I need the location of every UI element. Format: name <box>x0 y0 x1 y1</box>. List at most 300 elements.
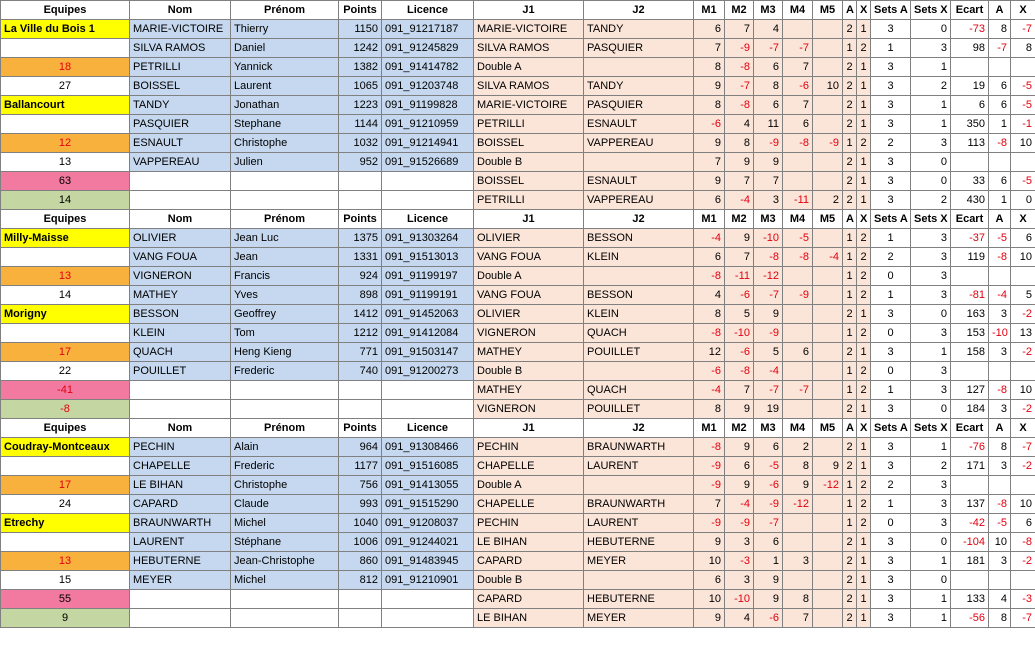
ecart-a-cell: -5 <box>989 229 1011 248</box>
x-cell: 1 <box>857 552 871 571</box>
sets-a-cell: 3 <box>871 305 911 324</box>
sets-x-cell: 0 <box>911 153 951 172</box>
m3-cell: -8 <box>754 248 783 267</box>
sets-x-cell: 0 <box>911 571 951 590</box>
m4-cell: 7 <box>783 58 813 77</box>
header-m1-col: M1 <box>694 1 725 20</box>
j1-cell: Double B <box>474 362 584 381</box>
sets-x-cell: 3 <box>911 476 951 495</box>
header-j1-col: J1 <box>474 1 584 20</box>
prenom-cell: Yves <box>231 286 339 305</box>
sets-x-cell: 3 <box>911 495 951 514</box>
table-row <box>1 495 1035 514</box>
licence-cell: 091_91214941 <box>382 134 474 153</box>
table-row <box>1 267 1035 286</box>
header-prenom-col: Prénom <box>231 1 339 20</box>
licence-cell: 091_91513013 <box>382 248 474 267</box>
ecart-a-cell: 6 <box>989 96 1011 115</box>
m4-cell: -12 <box>783 495 813 514</box>
m4-cell: 8 <box>783 590 813 609</box>
ecart-cell: 181 <box>951 552 989 571</box>
m5-cell <box>813 229 843 248</box>
sets-x-cell: 3 <box>911 248 951 267</box>
x-cell: 1 <box>857 305 871 324</box>
j1-cell: MATHEY <box>474 381 584 400</box>
ecart-a-cell: -10 <box>989 324 1011 343</box>
sets-x-cell: 3 <box>911 229 951 248</box>
points-cell: 860 <box>339 552 382 571</box>
j1-cell: CHAPELLE <box>474 495 584 514</box>
team-cell: 22 <box>1 362 130 381</box>
header-a-col: A <box>843 419 857 438</box>
ecart-a-cell <box>989 58 1011 77</box>
j1-cell: OLIVIER <box>474 305 584 324</box>
m5-cell <box>813 286 843 305</box>
x-cell: 2 <box>857 134 871 153</box>
m2-cell: 9 <box>725 229 754 248</box>
ecart-cell: -104 <box>951 533 989 552</box>
ecart-cell: 158 <box>951 343 989 362</box>
header-ecart-col: Ecart <box>951 210 989 229</box>
a-cell: 1 <box>843 324 857 343</box>
m2-cell: 4 <box>725 609 754 628</box>
prenom-cell: Tom <box>231 324 339 343</box>
table-row <box>1 571 1035 590</box>
ecart-x-cell: 0 <box>1011 191 1035 210</box>
prenom-cell: Michel <box>231 571 339 590</box>
m4-cell: -6 <box>783 77 813 96</box>
j2-cell: LAURENT <box>584 457 694 476</box>
team-cell: Etrechy <box>1 514 130 533</box>
sets-a-cell: 3 <box>871 77 911 96</box>
ecart-a-cell <box>989 476 1011 495</box>
m4-cell: 7 <box>783 609 813 628</box>
m1-cell: -9 <box>694 514 725 533</box>
m5-cell <box>813 115 843 134</box>
sets-x-cell: 2 <box>911 457 951 476</box>
m2-cell: -10 <box>725 324 754 343</box>
m3-cell: -12 <box>754 267 783 286</box>
x-cell: 2 <box>857 286 871 305</box>
licence-cell: 091_91452063 <box>382 305 474 324</box>
a-cell: 2 <box>843 590 857 609</box>
team-cell: 17 <box>1 343 130 362</box>
nom-cell: BOISSEL <box>130 77 231 96</box>
sets-x-cell: 0 <box>911 20 951 39</box>
team-cell <box>1 324 130 343</box>
licence-cell: 091_91217187 <box>382 20 474 39</box>
m2-cell: -7 <box>725 77 754 96</box>
m4-cell <box>783 267 813 286</box>
prenom-cell: Heng Kieng <box>231 343 339 362</box>
sets-x-cell: 1 <box>911 96 951 115</box>
m2-cell: -3 <box>725 552 754 571</box>
table-row <box>1 476 1035 495</box>
ecart-x-cell: 10 <box>1011 134 1035 153</box>
a-cell: 2 <box>843 58 857 77</box>
team-cell: 27 <box>1 77 130 96</box>
m5-cell <box>813 153 843 172</box>
team-cell: 13 <box>1 153 130 172</box>
m1-cell: -6 <box>694 115 725 134</box>
header-m5-col: M5 <box>813 1 843 20</box>
prenom-cell: Yannick <box>231 58 339 77</box>
licence-cell: 091_91199191 <box>382 286 474 305</box>
m4-cell: -8 <box>783 248 813 267</box>
m1-cell: -4 <box>694 381 725 400</box>
j1-cell: CAPARD <box>474 590 584 609</box>
ecart-a-cell: 8 <box>989 438 1011 457</box>
ecart-x-cell: 6 <box>1011 514 1035 533</box>
table-row <box>1 58 1035 77</box>
j2-cell: BRAUNWARTH <box>584 495 694 514</box>
m3-cell: -6 <box>754 609 783 628</box>
m4-cell: 6 <box>783 115 813 134</box>
x-cell: 1 <box>857 457 871 476</box>
m2-cell: 7 <box>725 172 754 191</box>
header-nom-col: Nom <box>130 210 231 229</box>
j1-cell: PETRILLI <box>474 115 584 134</box>
header-sets-a-col: Sets A <box>871 419 911 438</box>
m3-cell: 4 <box>754 20 783 39</box>
points-cell <box>339 609 382 628</box>
header-a-col: A <box>843 1 857 20</box>
table-row <box>1 381 1035 400</box>
licence-cell: 091_91414782 <box>382 58 474 77</box>
prenom-cell: Daniel <box>231 39 339 58</box>
licence-cell: 091_91483945 <box>382 552 474 571</box>
j2-cell <box>584 153 694 172</box>
j2-cell <box>584 362 694 381</box>
m4-cell: -9 <box>783 286 813 305</box>
m2-cell: -8 <box>725 362 754 381</box>
prenom-cell <box>231 191 339 210</box>
j1-cell: Double A <box>474 476 584 495</box>
m5-cell <box>813 495 843 514</box>
table-row <box>1 438 1035 457</box>
ecart-a-cell: 1 <box>989 115 1011 134</box>
sets-a-cell: 3 <box>871 96 911 115</box>
x-cell: 1 <box>857 609 871 628</box>
nom-cell: MATHEY <box>130 286 231 305</box>
team-cell <box>1 533 130 552</box>
m3-cell: -4 <box>754 362 783 381</box>
x-cell: 2 <box>857 267 871 286</box>
sets-x-cell: 3 <box>911 514 951 533</box>
sets-x-cell: 0 <box>911 172 951 191</box>
team-cell: 17 <box>1 476 130 495</box>
j2-cell: TANDY <box>584 77 694 96</box>
m2-cell: 9 <box>725 400 754 419</box>
prenom-cell <box>231 381 339 400</box>
x-cell: 2 <box>857 248 871 267</box>
sets-a-cell: 0 <box>871 324 911 343</box>
j1-cell: BOISSEL <box>474 134 584 153</box>
m4-cell: 6 <box>783 343 813 362</box>
licence-cell: 091_91526689 <box>382 153 474 172</box>
m4-cell: -7 <box>783 39 813 58</box>
points-cell: 1032 <box>339 134 382 153</box>
sets-a-cell: 3 <box>871 438 911 457</box>
table-row <box>1 533 1035 552</box>
ecart-a-cell: 3 <box>989 400 1011 419</box>
points-cell: 1144 <box>339 115 382 134</box>
x-cell: 1 <box>857 533 871 552</box>
ecart-a-cell: -8 <box>989 495 1011 514</box>
nom-cell: KLEIN <box>130 324 231 343</box>
prenom-cell: Laurent <box>231 77 339 96</box>
header-m2-col: M2 <box>725 1 754 20</box>
j2-cell: MEYER <box>584 609 694 628</box>
header-m2-col: M2 <box>725 419 754 438</box>
x-cell: 1 <box>857 115 871 134</box>
prenom-cell: Frederic <box>231 457 339 476</box>
prenom-cell: Stephane <box>231 115 339 134</box>
m2-cell: -6 <box>725 343 754 362</box>
licence-cell <box>382 609 474 628</box>
m2-cell: 3 <box>725 533 754 552</box>
x-cell: 1 <box>857 571 871 590</box>
header-ecart-col: Ecart <box>951 419 989 438</box>
licence-cell <box>382 381 474 400</box>
x-cell: 2 <box>857 39 871 58</box>
m2-cell: -8 <box>725 58 754 77</box>
j2-cell <box>584 476 694 495</box>
nom-cell: SILVA RAMOS <box>130 39 231 58</box>
ecart-a-cell: 6 <box>989 77 1011 96</box>
sets-a-cell: 3 <box>871 552 911 571</box>
licence-cell: 091_91303264 <box>382 229 474 248</box>
table-row <box>1 115 1035 134</box>
licence-cell: 091_91210901 <box>382 571 474 590</box>
licence-cell: 091_91203748 <box>382 77 474 96</box>
nom-cell: OLIVIER <box>130 229 231 248</box>
ecart-a-cell: 3 <box>989 552 1011 571</box>
sets-a-cell: 3 <box>871 343 911 362</box>
m4-cell: -5 <box>783 229 813 248</box>
ecart-cell: -42 <box>951 514 989 533</box>
header-x2-col: X <box>1011 419 1035 438</box>
header-team-col: Equipes <box>1 210 130 229</box>
sets-a-cell: 3 <box>871 58 911 77</box>
team-cell: 12 <box>1 134 130 153</box>
sets-x-cell: 3 <box>911 286 951 305</box>
j1-cell: Double A <box>474 267 584 286</box>
team-cell: 15 <box>1 571 130 590</box>
ecart-a-cell <box>989 571 1011 590</box>
header-x2-col: X <box>1011 210 1035 229</box>
j2-cell <box>584 267 694 286</box>
m1-cell: 9 <box>694 172 725 191</box>
team-cell: Morigny <box>1 305 130 324</box>
ecart-x-cell: -7 <box>1011 438 1035 457</box>
a-cell: 1 <box>843 134 857 153</box>
licence-cell: 091_91200273 <box>382 362 474 381</box>
m1-cell: 12 <box>694 343 725 362</box>
m5-cell <box>813 96 843 115</box>
table-row <box>1 248 1035 267</box>
licence-cell: 091_91308466 <box>382 438 474 457</box>
m1-cell: 6 <box>694 20 725 39</box>
header-m3-col: M3 <box>754 210 783 229</box>
ecart-cell: -81 <box>951 286 989 305</box>
points-cell: 1006 <box>339 533 382 552</box>
header-m4-col: M4 <box>783 419 813 438</box>
j2-cell: POUILLET <box>584 400 694 419</box>
m5-cell <box>813 438 843 457</box>
licence-cell: 091_91515290 <box>382 495 474 514</box>
sets-a-cell: 1 <box>871 39 911 58</box>
m3-cell: -10 <box>754 229 783 248</box>
ecart-a-cell: 8 <box>989 20 1011 39</box>
m1-cell: -8 <box>694 324 725 343</box>
ecart-cell <box>951 362 989 381</box>
points-cell: 1242 <box>339 39 382 58</box>
team-cell: 18 <box>1 58 130 77</box>
sets-a-cell: 3 <box>871 153 911 172</box>
nom-cell: MEYER <box>130 571 231 590</box>
header-prenom-col: Prénom <box>231 419 339 438</box>
j1-cell: VANG FOUA <box>474 286 584 305</box>
j2-cell: BESSON <box>584 286 694 305</box>
nom-cell <box>130 609 231 628</box>
nom-cell: LE BIHAN <box>130 476 231 495</box>
m3-cell: -7 <box>754 39 783 58</box>
table-row <box>1 134 1035 153</box>
m3-cell: 9 <box>754 305 783 324</box>
ecart-x-cell: 10 <box>1011 495 1035 514</box>
m2-cell: -4 <box>725 191 754 210</box>
x-cell: 1 <box>857 20 871 39</box>
team-cell: 63 <box>1 172 130 191</box>
x-cell: 1 <box>857 172 871 191</box>
m5-cell <box>813 552 843 571</box>
sets-a-cell: 1 <box>871 495 911 514</box>
sets-x-cell: 2 <box>911 77 951 96</box>
ecart-a-cell: -7 <box>989 39 1011 58</box>
x-cell: 2 <box>857 381 871 400</box>
m5-cell <box>813 39 843 58</box>
points-cell: 1150 <box>339 20 382 39</box>
sets-a-cell: 3 <box>871 191 911 210</box>
header-licence-col: Licence <box>382 1 474 20</box>
licence-cell: 091_91210959 <box>382 115 474 134</box>
sets-a-cell: 3 <box>871 609 911 628</box>
sets-a-cell: 0 <box>871 267 911 286</box>
x-cell: 2 <box>857 476 871 495</box>
m4-cell: -8 <box>783 134 813 153</box>
ecart-x-cell: -2 <box>1011 552 1035 571</box>
ecart-x-cell: 5 <box>1011 286 1035 305</box>
nom-cell: HEBUTERNE <box>130 552 231 571</box>
sets-a-cell: 3 <box>871 457 911 476</box>
sets-x-cell: 3 <box>911 324 951 343</box>
m3-cell: -9 <box>754 324 783 343</box>
x-cell: 1 <box>857 191 871 210</box>
m3-cell: 3 <box>754 191 783 210</box>
j1-cell: CHAPELLE <box>474 457 584 476</box>
ecart-x-cell: -2 <box>1011 343 1035 362</box>
m3-cell: -7 <box>754 381 783 400</box>
nom-cell: POUILLET <box>130 362 231 381</box>
j2-cell: QUACH <box>584 381 694 400</box>
nom-cell: LAURENT <box>130 533 231 552</box>
a-cell: 1 <box>843 39 857 58</box>
j2-cell: BESSON <box>584 229 694 248</box>
prenom-cell: Geoffrey <box>231 305 339 324</box>
ecart-a-cell: 3 <box>989 305 1011 324</box>
points-cell <box>339 381 382 400</box>
table-row <box>1 305 1035 324</box>
sets-x-cell: 3 <box>911 134 951 153</box>
ecart-cell: -73 <box>951 20 989 39</box>
nom-cell: PECHIN <box>130 438 231 457</box>
j1-cell: Double B <box>474 153 584 172</box>
m3-cell: 6 <box>754 96 783 115</box>
points-cell: 1223 <box>339 96 382 115</box>
m3-cell: -9 <box>754 134 783 153</box>
prenom-cell: Jean Luc <box>231 229 339 248</box>
ecart-x-cell: -5 <box>1011 172 1035 191</box>
m1-cell: 10 <box>694 552 725 571</box>
m5-cell: -9 <box>813 134 843 153</box>
prenom-cell: Jonathan <box>231 96 339 115</box>
header-j1-col: J1 <box>474 210 584 229</box>
m3-cell: 11 <box>754 115 783 134</box>
m5-cell: 10 <box>813 77 843 96</box>
table-row <box>1 343 1035 362</box>
sets-a-cell: 1 <box>871 229 911 248</box>
header-m5-col: M5 <box>813 419 843 438</box>
m2-cell: 3 <box>725 571 754 590</box>
j2-cell <box>584 571 694 590</box>
ecart-cell <box>951 153 989 172</box>
a-cell: 1 <box>843 362 857 381</box>
team-cell: 14 <box>1 286 130 305</box>
ecart-cell: 19 <box>951 77 989 96</box>
header-m1-col: M1 <box>694 210 725 229</box>
j2-cell: PASQUIER <box>584 39 694 58</box>
header-ecart-col: Ecart <box>951 1 989 20</box>
m4-cell: 7 <box>783 96 813 115</box>
ecart-cell <box>951 267 989 286</box>
m3-cell: 19 <box>754 400 783 419</box>
header-j2-col: J2 <box>584 210 694 229</box>
header-x2-col: X <box>1011 1 1035 20</box>
m3-cell: 6 <box>754 533 783 552</box>
j1-cell: OLIVIER <box>474 229 584 248</box>
ecart-x-cell: -1 <box>1011 115 1035 134</box>
header-m2-col: M2 <box>725 210 754 229</box>
ecart-cell: 119 <box>951 248 989 267</box>
x-cell: 2 <box>857 495 871 514</box>
m2-cell: 9 <box>725 438 754 457</box>
header-points-col: Points <box>339 1 382 20</box>
j1-cell: PECHIN <box>474 438 584 457</box>
nom-cell: PETRILLI <box>130 58 231 77</box>
x-cell: 1 <box>857 58 871 77</box>
sets-x-cell: 1 <box>911 590 951 609</box>
nom-cell: PASQUIER <box>130 115 231 134</box>
ecart-x-cell: -2 <box>1011 457 1035 476</box>
sets-x-cell: 0 <box>911 400 951 419</box>
team-cell <box>1 248 130 267</box>
header-a2-col: A <box>989 1 1011 20</box>
nom-cell: VANG FOUA <box>130 248 231 267</box>
ecart-cell: 350 <box>951 115 989 134</box>
sets-x-cell: 3 <box>911 267 951 286</box>
a-cell: 2 <box>843 153 857 172</box>
